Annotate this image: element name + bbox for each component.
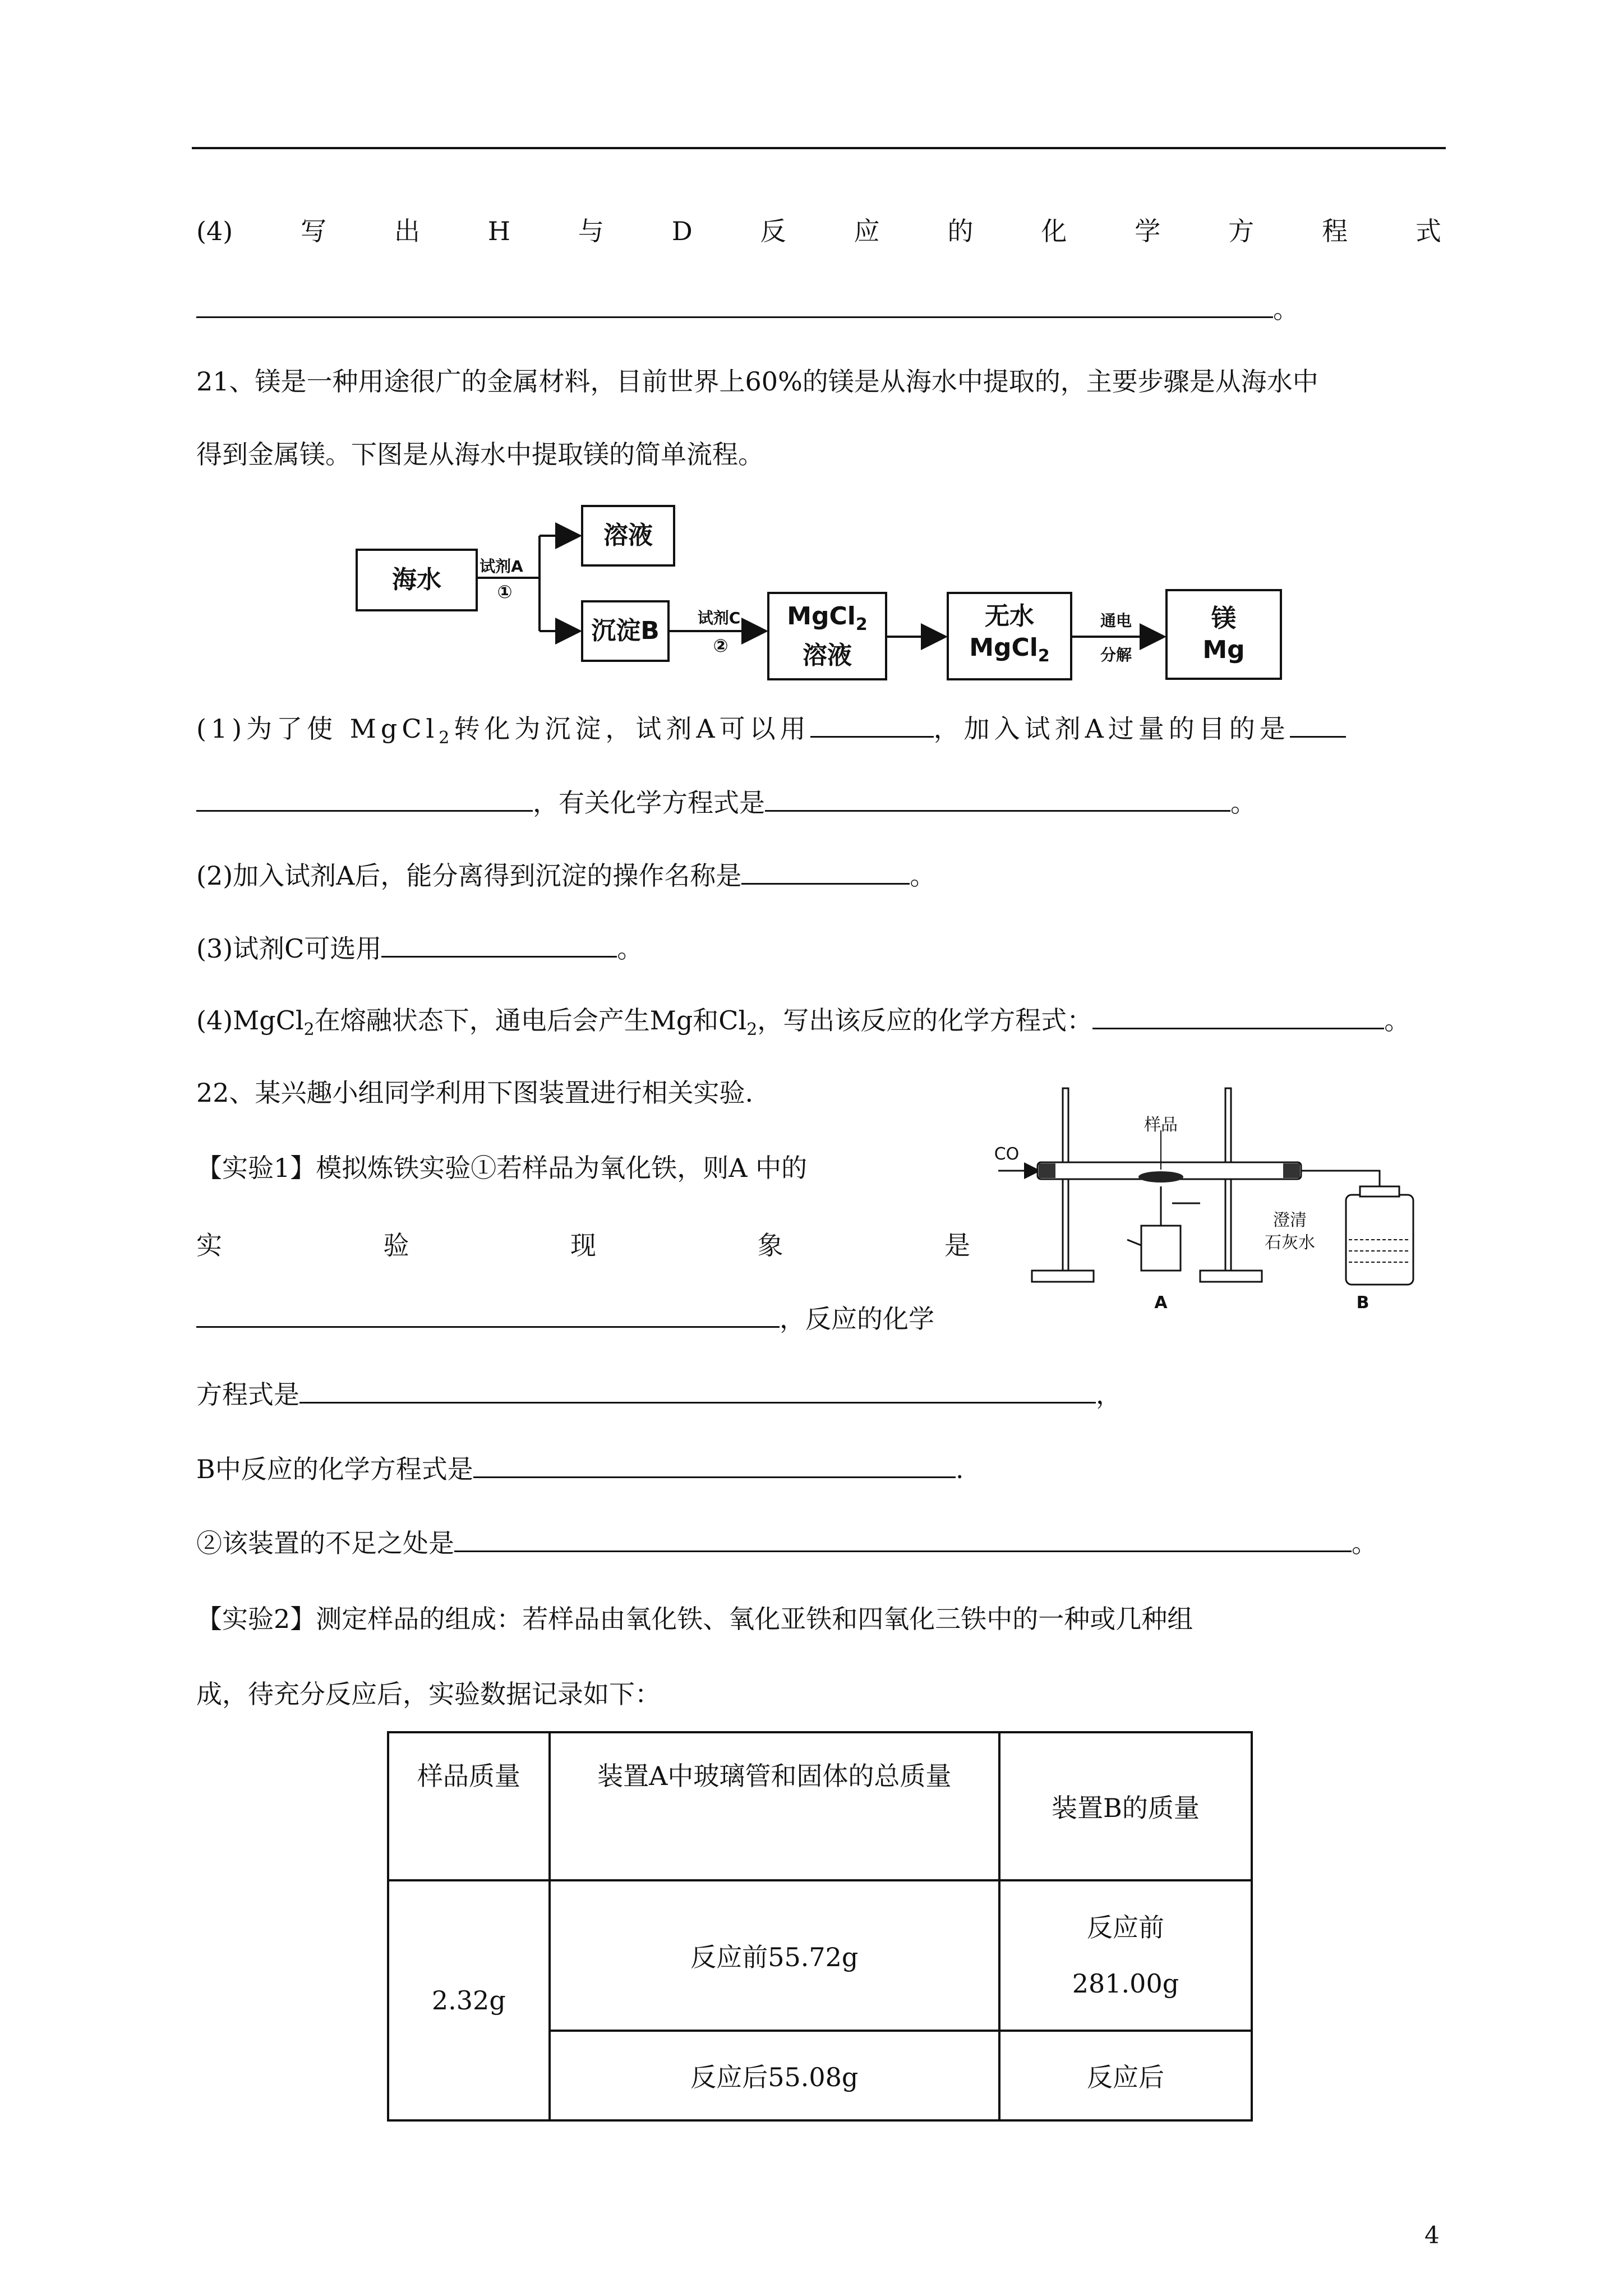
label-step-1: ① (497, 581, 513, 602)
answer-blank[interactable] (473, 1452, 956, 1478)
header-sample-mass: 样品质量 (388, 1732, 550, 1880)
q21-part1-line1: (1)为了使 MgCl$_2$转化为沉淀，试剂A可以用 ，加入试剂A过量的目的是 (196, 711, 1441, 755)
q21-part4: (4)MgCl$_2$在熔融状态下，通电后会产生Mg和$Cl_2$，写出该反应的化学方程式： 。 (196, 1003, 1441, 1047)
q21-text-2: 得到金属镁。下图是从海水中提取镁的简单流程。 (196, 439, 764, 470)
q22-exp1-line6: ②该装置的不足之处是 。 (196, 1526, 1441, 1560)
label-apparatus-a: A (1154, 1293, 1168, 1313)
label-limewater-2: 石灰水 (1265, 1233, 1315, 1253)
q21-text-1: 21、镁是一种用途很广的金属材料，目前世界上60%的镁是从海水中提取的，主要步骤是从海水中 (196, 366, 1318, 397)
cell-b-after: 反应后 (999, 2031, 1252, 2120)
label-reagent-a: 试剂A (479, 557, 523, 576)
label-decompose: 分解 (1100, 646, 1132, 664)
page-number: 4 (1424, 2221, 1440, 2249)
cell-a-before: 反应前55.72g (550, 1880, 999, 2031)
q22-exp1-line5: B中反应的化学方程式是 . (196, 1452, 1441, 1486)
q22-exp2-line2: 成，待充分反应后，实验数据记录如下： (196, 1679, 661, 1709)
box-solution: 溶液 (581, 505, 675, 567)
label-apparatus-b: B (1356, 1293, 1370, 1313)
q21-part1-line2: ，有关化学方程式是 。 (196, 785, 1441, 820)
box-anhydrous-mgcl2: 无水 MgCl$_2$ (947, 592, 1072, 680)
cell-a-after: 反应后55.08g (550, 2031, 999, 2120)
cell-sample-mass: 2.32g (388, 1880, 550, 2120)
answer-blank[interactable] (196, 1301, 780, 1328)
q22-exp1-line1: 【实验1】模拟炼铁实验①若样品为氧化铁，则A 中的 (196, 1153, 808, 1183)
q21-part2: (2)加入试剂A后，能分离得到沉淀的操作名称是 。 (196, 858, 1441, 892)
label-limewater-1: 澄清 (1273, 1211, 1307, 1230)
answer-blank[interactable] (454, 1526, 1352, 1552)
label-reagent-c: 试剂C (697, 609, 741, 627)
q22-exp1-line3: ，反应的化学 (196, 1301, 1441, 1336)
answer-blank[interactable] (381, 931, 617, 958)
apparatus-drawing (987, 1083, 1447, 1318)
q21-part3: (3)试剂C可选用 。 (196, 931, 1441, 965)
q20-4-prompt: (4) 写 出 H 与 D 反 应 的 化 学 方 程 式 (196, 216, 1441, 246)
q22-exp1-line2: 实 验 现 象 是 (196, 1230, 970, 1260)
header-tube-mass: 装置A中玻璃管和固体的总质量 (550, 1732, 999, 1880)
answer-blank[interactable] (1290, 711, 1346, 738)
answer-blank[interactable] (196, 785, 533, 812)
answer-blank[interactable] (299, 1377, 1096, 1404)
label-step-2: ② (713, 635, 728, 656)
q22-exp2-line1: 【实验2】测定样品的组成：若样品由氧化铁、氧化亚铁和四氧化三铁中的一种或几种组 (196, 1604, 1193, 1634)
data-table (387, 1731, 1253, 2122)
box-seawater: 海水 (356, 549, 478, 611)
answer-blank[interactable] (741, 858, 910, 885)
label-sample: 样品 (1144, 1115, 1178, 1135)
label-co: CO (994, 1144, 1020, 1164)
box-precipitate-b: 沉淀B (581, 600, 670, 662)
label-electrolysis: 通电 (1100, 611, 1132, 630)
q20-4-answer-line: 。 (196, 292, 1441, 326)
q22-intro: 22、某兴趣小组同学利用下图装置进行相关实验. (196, 1078, 754, 1108)
answer-blank[interactable] (765, 785, 1230, 812)
answer-blank[interactable] (810, 711, 934, 738)
answer-blank[interactable] (1092, 1003, 1384, 1029)
q22-exp1-line4: 方程式是 ， (196, 1377, 1441, 1411)
box-mg: 镁 Mg (1165, 589, 1282, 680)
cell-b-before: 反应前 281.00g (999, 1880, 1252, 2031)
box-mgcl2-solution: MgCl$_2$ 溶液 (767, 592, 887, 680)
header-b-mass: 装置B的质量 (999, 1732, 1252, 1880)
